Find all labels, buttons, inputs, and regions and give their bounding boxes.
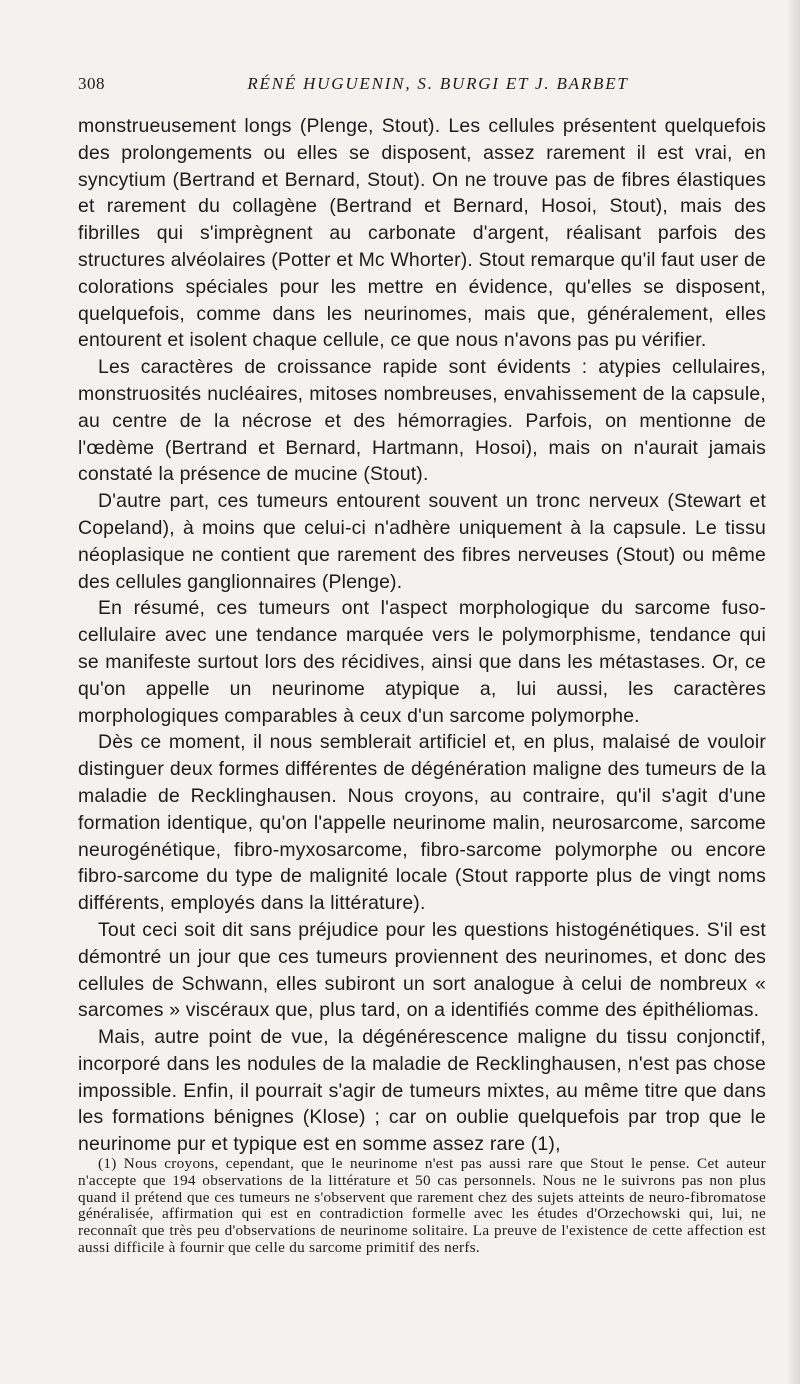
body-text bbox=[78, 113, 766, 1158]
paragraph-continued: monstrueusement longs (Plenge, Stout). Les cellules présentent quelquefois des prolongements ou elles se disposent, assez rarement il est vrai, en syncytium (Bertrand et Bernard, Stout). On ne trouve pas de fibres élastiques et rarement du collagène (Bertrand et Bernard, Hosoi, Stout), mais des fibrilles qui s'imprègnent au carbonate d'argent, réalisant parfois des structures alvéolaires (Potter et Mc Whorter). Stout remarque qu'il faut user de colorations spéciales pour les mettre en évidence, qu'elles se disposent, quelquefois, comme dans les neurinomes, mais que, généralement, elles entourent et isolent chaque cellule, ce que nous n'avons pas pu vérifier. bbox=[78, 115, 766, 352]
footnote: (1) Nous croyons, cependant, que le neurinome n'est pas aussi rare que Stout le pense. Cet auteur n'accepte que 194 observations de la littérature et 50 cas personnels. Nous ne le suivrons pas non plus quand il prétend que ces tumeurs ne s'observent que rarement chez des sujets atteints de neuro-fibromatose généralisée, affirmation qui est en contradiction formelle avec les études d'Orzechowski qui, lui, ne reconnaît que très peu d'observations de neurinome solitaire. La preuve de l'existence de cette affection est aussi difficile à fournir que celle du sarcome primitif des nerfs. bbox=[78, 1155, 766, 1256]
page-header bbox=[78, 74, 758, 98]
page-number: 308 bbox=[78, 74, 105, 93]
paragraph: Les caractères de croissance rapide sont évidents : atypies cellulaires, monstruosités nucléaires, mitoses nombreuses, envahissement de la capsule, au centre de la nécrose et des hémorragies. Parfois, on mentionne de l'œdème (Bertrand et Bernard, Hartmann, Hosoi), mais on n'aurait jamais constaté la présence de mucine (Stout). bbox=[78, 356, 766, 486]
page-edge-shadow bbox=[786, 0, 800, 1384]
paragraph: Mais, autre point de vue, la dégénérescence maligne du tissu conjonctif, incorporé dans les nodules de la maladie de Recklinghausen, n'est pas chose impossible. Enfin, il pourrait s'agir de tumeurs mixtes, au même titre que dans les formations bénignes (Klose) ; car on oublie quelquefois par trop que le neurinome pur et typique est en somme assez rare (1), bbox=[78, 1026, 766, 1156]
paragraph: Dès ce moment, il nous semblerait artificiel et, en plus, malaisé de vouloir distinguer deux formes différentes de dégénération maligne des tumeurs de la maladie de Recklinghausen. Nous croyons, au contraire, qu'il s'agit d'une formation identique, qu'on l'appelle neurinome malin, neurosarcome, sarcome neurogénétique, fibro-myxosarcome, fibro-sarcome polymorphe ou encore fibro-sarcome du type de malignité locale (Stout rapporte plus de vingt noms différents, employés dans la littérature). bbox=[78, 731, 766, 915]
paragraph: D'autre part, ces tumeurs entourent souvent un tronc nerveux (Stewart et Copeland), à moins que celui-ci n'adhère uniquement à la capsule. Le tissu néoplasique ne contient que rarement des fibres nerveuses (Stout) ou même des cellules ganglionnaires (Plenge). bbox=[78, 490, 766, 593]
running-title: RÉNÉ HUGUENIN, S. BURGI ET J. BARBET bbox=[247, 74, 629, 93]
paragraph: Tout ceci soit dit sans préjudice pour les questions histogénétiques. S'il est démontré un jour que ces tumeurs proviennent des neurinomes, et donc des cellules de Schwann, elles subiront un sort analogue à celui de nombreux « sarcomes » viscéraux que, plus tard, on a identifiés comme des épithéliomas. bbox=[78, 918, 766, 1022]
paragraph: En résumé, ces tumeurs ont l'aspect morphologique du sarcome fuso-cellulaire avec une tendance marquée vers le polymorphisme, tendance qui se manifeste surtout lors des récidives, ainsi que dans les métastases. Or, ce qu'on appelle un neurinome atypique a, lui aussi, les caractères morphologiques comparables à ceux d'un sarcome polymorphe. bbox=[78, 597, 766, 727]
